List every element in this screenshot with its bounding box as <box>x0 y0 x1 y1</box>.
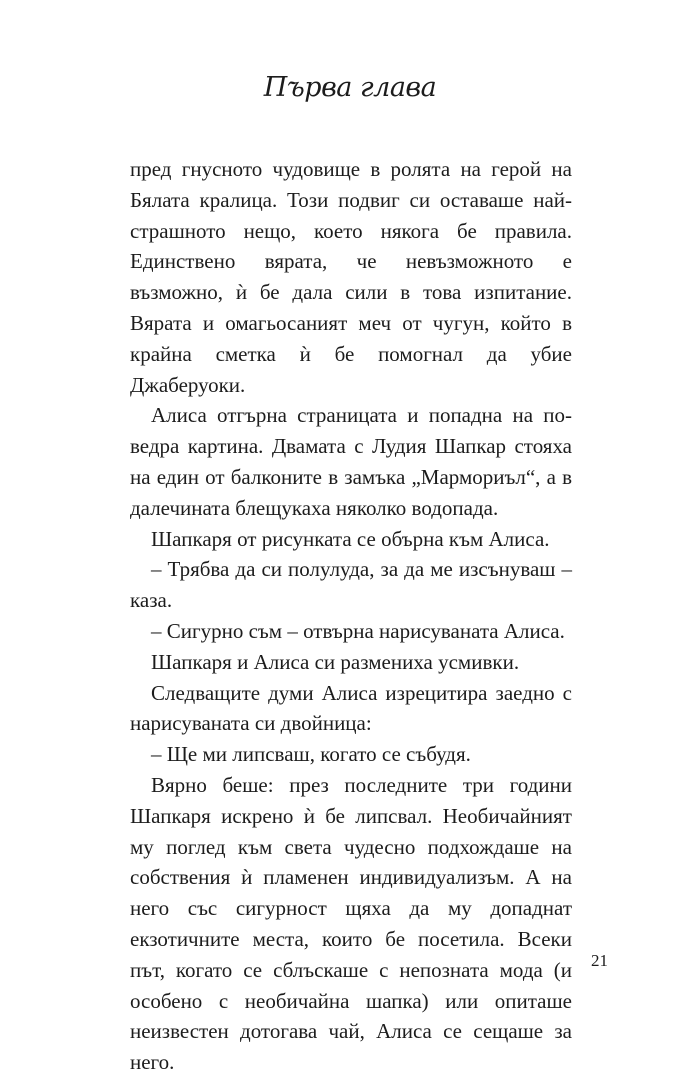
chapter-title: Първа глава <box>263 72 437 103</box>
paragraph-continued: пред гнусното чудовище в ролята на герой на Бялата кралица. Този подвиг си оставаше най-страшното нещо, което някога бе правила. Единствено вярата, че невъзможното е възможно, ѝ бе дала сили в това изпитание. Вярата и омагьосаният меч от чугун, който в крайна сметка ѝ бе помогнал да убие Джаберуоки. <box>130 157 572 397</box>
dialogue-line: – Трябва да си полулуда, за да ме изсънуваш – каза. <box>130 557 572 613</box>
paragraph: Алиса отгърна страницата и попадна на по-ведра картина. Двамата с Лудия Шапкар стояха на един от балконите в замъка „Мармориъл“, а в далечината блещукаха няколко водопада. <box>130 403 572 520</box>
paragraph: Вярно беше: през последните три години Шапкаря искрено ѝ бе липсвал. Необичайният му поглед към света чудесно подхождаше на собствения ѝ пламенен индивидуализъм. А на него със сигурност щяха да му допаднат екзотичните места, които бе посетила. Всеки път, когато се сблъскаше с непозната мода (и особено с необичайна шапка) или опиташе неизвестен дотогава чай, Алиса се сещаше за него. <box>130 772 572 1075</box>
page-number: 21 <box>591 951 608 970</box>
dialogue-line: – Сигурно съм – отвърна нарисуваната Алиса. <box>151 618 565 643</box>
paragraph: Следващите думи Алиса изрецитира заедно с нарисуваната си двойница: <box>130 680 572 736</box>
paragraph: Шапкаря и Алиса си размениха усмивки. <box>151 649 520 674</box>
paragraph: Шапкаря от рисунката се обърна към Алиса. <box>151 526 550 551</box>
page-body-text <box>130 154 572 1078</box>
dialogue-line: – Ще ми липсваш, когато се събудя. <box>151 742 471 767</box>
